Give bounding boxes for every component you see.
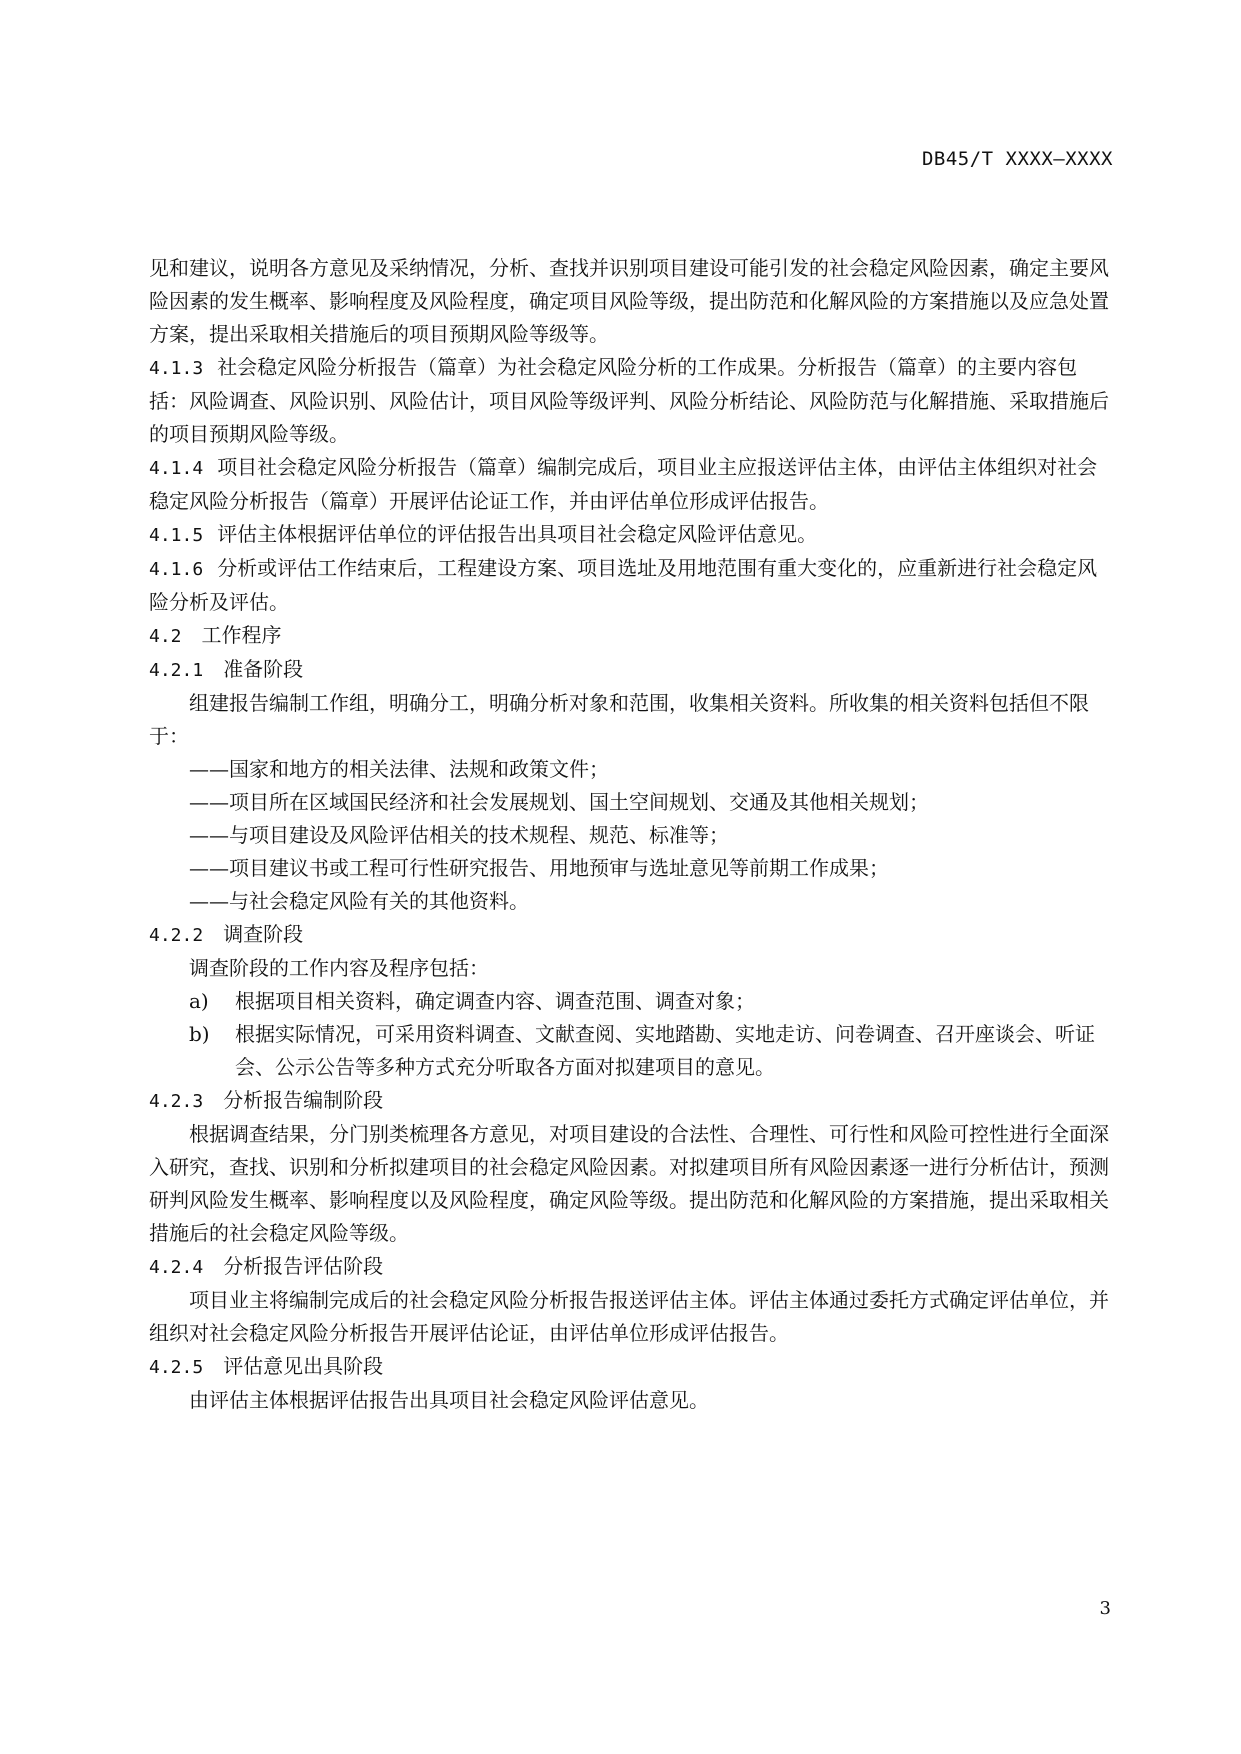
- page-number: 3: [1099, 1598, 1111, 1619]
- subsection-title: 分析报告编制阶段: [223, 1088, 384, 1112]
- section-title: 工作程序: [201, 623, 282, 647]
- subsection-heading-4-2-5: [149, 1350, 1115, 1384]
- lettered-list-item: [149, 985, 1115, 1018]
- dash-list-item: ——与项目建设及风险评估相关的技术规程、规范、标准等；: [189, 823, 729, 847]
- clause-text: 评估主体根据评估单位的评估报告出具项目社会稳定风险评估意见。: [217, 522, 818, 546]
- subsection-number: 4.2.1: [149, 660, 204, 681]
- list-item-text: 根据实际情况，可采用资料调查、文献查阅、实地踏勘、实地走访、问卷调查、召开座谈会、听证会、公示公告等多种方式充分听取各方面对拟建项目的意见。: [235, 1022, 1095, 1079]
- paragraph-preparation-intro: 组建报告编制工作组，明确分工，明确分析对象和范围，收集相关资料。所收集的相关资料包括但不限于：: [149, 691, 1089, 748]
- clause-text: 社会稳定风险分析报告（篇章）为社会稳定风险分析的工作成果。分析报告（篇章）的主要内容包括：风险调查、风险识别、风险估计，项目风险等级评判、风险分析结论、风险防范与化解措施、采取措施后的项目预期风险等级。: [149, 355, 1109, 446]
- dash-list-item: ——项目建议书或工程可行性研究报告、用地预审与选址意见等前期工作成果；: [189, 856, 889, 880]
- subsection-heading-4-2-3: [149, 1084, 1115, 1118]
- paragraph-report-assessment: 项目业主将编制完成后的社会稳定风险分析报告报送评估主体。评估主体通过委托方式确定评估单位，并组织对社会稳定风险分析报告开展评估论证，由评估单位形成评估报告。: [149, 1288, 1109, 1345]
- dash-list-item: ——国家和地方的相关法律、法规和政策文件；: [189, 757, 609, 781]
- subsection-heading-4-2-4: [149, 1250, 1115, 1284]
- clause-4-1-4: [149, 451, 1115, 518]
- subsection-number: 4.2.3: [149, 1091, 204, 1112]
- section-number: 4.2: [149, 626, 182, 647]
- subsection-title: 分析报告评估阶段: [223, 1254, 384, 1278]
- paragraph-investigation-intro: 调查阶段的工作内容及程序包括：: [189, 956, 489, 980]
- list-marker: b): [189, 1022, 210, 1046]
- dash-list-item: ——项目所在区域国民经济和社会发展规划、国土空间规划、交通及其他相关规划；: [189, 790, 929, 814]
- subsection-number: 4.2.4: [149, 1257, 204, 1278]
- subsection-heading-4-2-1: [149, 653, 1115, 687]
- subsection-number: 4.2.2: [149, 925, 204, 946]
- subsection-title: 准备阶段: [223, 657, 304, 681]
- list-marker: a): [189, 989, 209, 1013]
- clause-4-1-6: [149, 552, 1115, 619]
- clause-4-1-3: [149, 351, 1115, 451]
- clause-number: 4.1.4: [149, 458, 204, 479]
- subsection-title: 调查阶段: [223, 922, 304, 946]
- document-code-header: DB45/T XXXX—XXXX: [921, 148, 1113, 170]
- continued-paragraph: 见和建议，说明各方意见及采纳情况，分析、查找并识别项目建设可能引发的社会稳定风险因素，确定主要风险因素的发生概率、影响程度及风险程度，确定项目风险等级，提出防范和化解风险的方案措施以及应急处置方案，提出采取相关措施后的项目预期风险等级等。: [149, 256, 1109, 346]
- dash-list-item: ——与社会稳定风险有关的其他资料。: [189, 889, 529, 913]
- clause-text: 分析或评估工作结束后，工程建设方案、项目选址及用地范围有重大变化的，应重新进行社会稳定风险分析及评估。: [149, 556, 1098, 614]
- section-heading-4-2: [149, 619, 1115, 653]
- subsection-heading-4-2-2: [149, 918, 1115, 952]
- page-content: [149, 252, 1115, 1417]
- lettered-list-item: [149, 1018, 1115, 1084]
- subsection-title: 评估意见出具阶段: [223, 1354, 384, 1378]
- paragraph-opinion-issuance: 由评估主体根据评估报告出具项目社会稳定风险评估意见。: [189, 1388, 709, 1412]
- clause-number: 4.1.5: [149, 525, 204, 546]
- clause-number: 4.1.6: [149, 559, 204, 580]
- paragraph-report-compilation: 根据调查结果，分门别类梳理各方意见，对项目建设的合法性、合理性、可行性和风险可控性进行全面深入研究，查找、识别和分析拟建项目的社会稳定风险因素。对拟建项目所有风险因素逐一进行分析估计，预测研判风险发生概率、影响程度以及风险程度，确定风险等级。提出防范和化解风险的方案措施，提出采取相关措施后的社会稳定风险等级。: [149, 1122, 1109, 1245]
- clause-4-1-5: [149, 518, 1115, 552]
- list-item-text: 根据项目相关资料，确定调查内容、调查范围、调查对象；: [235, 989, 755, 1013]
- clause-number: 4.1.3: [149, 358, 204, 379]
- clause-text: 项目社会稳定风险分析报告（篇章）编制完成后，项目业主应报送评估主体，由评估主体组织对社会稳定风险分析报告（篇章）开展评估论证工作，并由评估单位形成评估报告。: [149, 455, 1098, 513]
- subsection-number: 4.2.5: [149, 1357, 204, 1378]
